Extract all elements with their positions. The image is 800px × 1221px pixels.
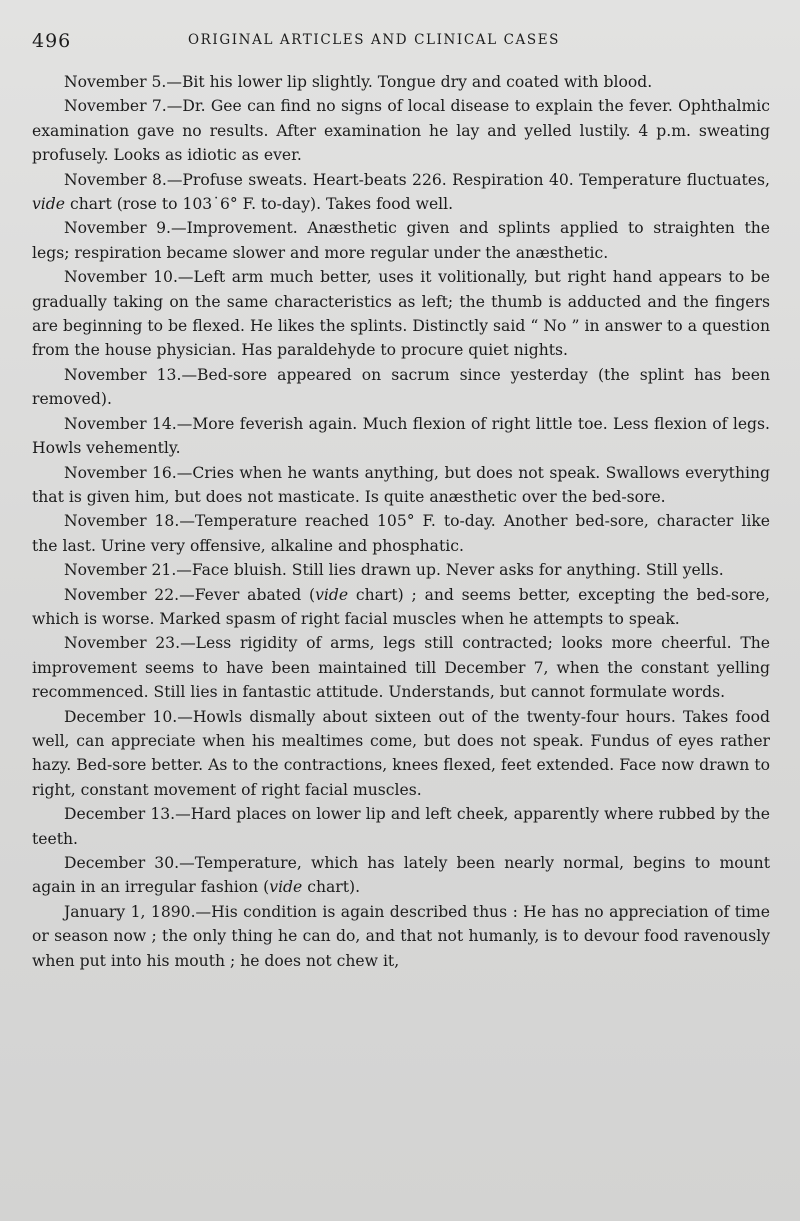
entry-text: —Left arm much better, uses it volitionally, but right hand appears to be gradually taking on the same characteristics as left; the thumb is adducted and the fingers are beginning to be flexed. He likes the splints. Distinctly said “ No ” in answer to a question from the house physician. Has paraldehyde to procure quiet nights. [32, 268, 770, 360]
entry-text: —Temperature, which has lately been nearly normal, begins to mount again in an irregular fashion ( [32, 854, 770, 897]
entry-date: December 10. [64, 707, 178, 726]
entry-text: —Face bluish. Still lies drawn up. Never asks for anything. Still yells. [176, 561, 724, 580]
entry-date: November 10. [64, 268, 178, 287]
case-note-entry [32, 583, 770, 632]
case-note-entry [32, 94, 770, 167]
entry-text: —Fever abated ( [179, 585, 316, 604]
entry-text: chart) ; and seems better, excepting the bed-sore, which is worse. Marked spasm of right facial muscles when he attempts to speak. [32, 585, 770, 628]
entry-date: November 9. [64, 219, 172, 238]
entry-date: November 14. [64, 414, 177, 433]
case-note-entry [32, 705, 770, 803]
entry-text: —More feverish again. Much flexion of right little toe. Less flexion of legs. Howls vehemently. [32, 414, 770, 458]
entry-text: chart). [302, 878, 361, 897]
page-number: 496 [32, 30, 72, 52]
case-note-entry [32, 802, 770, 851]
case-notes-body [32, 70, 770, 973]
entry-text: —Temperature reached 105° F. to-day. Another bed-sore, character like the last. Urine very offensive, alkaline and phosphatic. [32, 512, 771, 555]
entry-date: November 21. [64, 561, 177, 580]
entry-date: November 5. [64, 73, 167, 91]
entry-date: November 7. [64, 97, 167, 116]
entry-text: —Less rigidity of arms, legs still contracted; looks more cheerful. The improvement seems to have been maintained till December 7, when the constant yelling recommenced. Still lies in fantastic attitude. Understands, but cannot formulate words. [32, 634, 770, 702]
entry-text: chart (rose to 103˙6° F. to-day). Takes food well. [65, 195, 454, 214]
entry-italic-text: vide [269, 878, 303, 897]
entry-date: November 13. [64, 365, 182, 384]
case-note-entry [32, 412, 770, 461]
entry-date: January 1, 1890. [64, 902, 196, 921]
entry-text: —Howls dismally about sixteen out of the twenty-four hours. Takes food well, can appreciate when his mealtimes come, but does not speak. Fundus of eyes rather hazy. Bed-sore better. As to the contractions, knees flexed, feet extended. Face now drawn to right, constant movement of right facial muscles. [32, 707, 770, 799]
entry-text: —Bed-sore appeared on sacrum since yesterday (the splint has been removed). [32, 365, 771, 409]
case-note-entry [32, 168, 770, 217]
case-note-entry [32, 70, 770, 94]
entry-date: November 16. [64, 463, 177, 482]
case-note-entry [32, 216, 770, 265]
case-note-entry [32, 900, 770, 973]
entry-text: —His condition is again described thus : He has no appreciation of time or season now ; the only thing he can do, and that not humanly, is to devour food ravenously when put into his mouth ; he does not chew it, [32, 902, 770, 970]
entry-text: —Dr. Gee can find no signs of local disease to explain the fever. Ophthalmic examination gave no results. After examination he lay and yelled lustily. 4 p.m. sweating profusely. Looks as idiotic as ever. [32, 97, 771, 165]
case-note-entry [32, 851, 770, 900]
case-note-entry [32, 631, 770, 704]
entry-text: —Hard places on lower lip and left cheek, apparently where rubbed by the teeth. [32, 805, 771, 848]
case-note-entry [32, 363, 770, 412]
entry-date: November 23. [64, 634, 181, 653]
case-note-entry [32, 461, 770, 510]
entry-text: —Profuse sweats. Heart-beats 226. Respiration 40. Temperature fluctuates, [166, 170, 770, 189]
entry-date: November 8. [64, 170, 167, 189]
case-note-entry [32, 558, 770, 582]
entry-text: —Cries when he wants anything, but does not speak. Swallows everything that is given him, but does not masticate. Is quite anæsthetic over the bed-sore. [32, 463, 771, 506]
case-note-entry [32, 509, 770, 558]
running-head [32, 26, 770, 62]
entry-text: —Bit his lower lip slightly. Tongue dry and coated with blood. [166, 73, 653, 91]
entry-date: December 30. [64, 854, 180, 872]
case-note-entry [32, 265, 770, 363]
entry-date: November 22. [64, 585, 180, 604]
entry-date: December 13. [64, 805, 176, 824]
entry-italic-text: vide [315, 585, 349, 604]
entry-date: November 18. [64, 512, 180, 531]
running-title: ORIGINAL ARTICLES AND CLINICAL CASES [188, 32, 561, 48]
entry-text: —Improvement. Anæsthetic given and splints applied to straighten the legs; respiration became slower and more regular under the anæsthetic. [32, 219, 771, 262]
entry-italic-text: vide [32, 195, 66, 214]
